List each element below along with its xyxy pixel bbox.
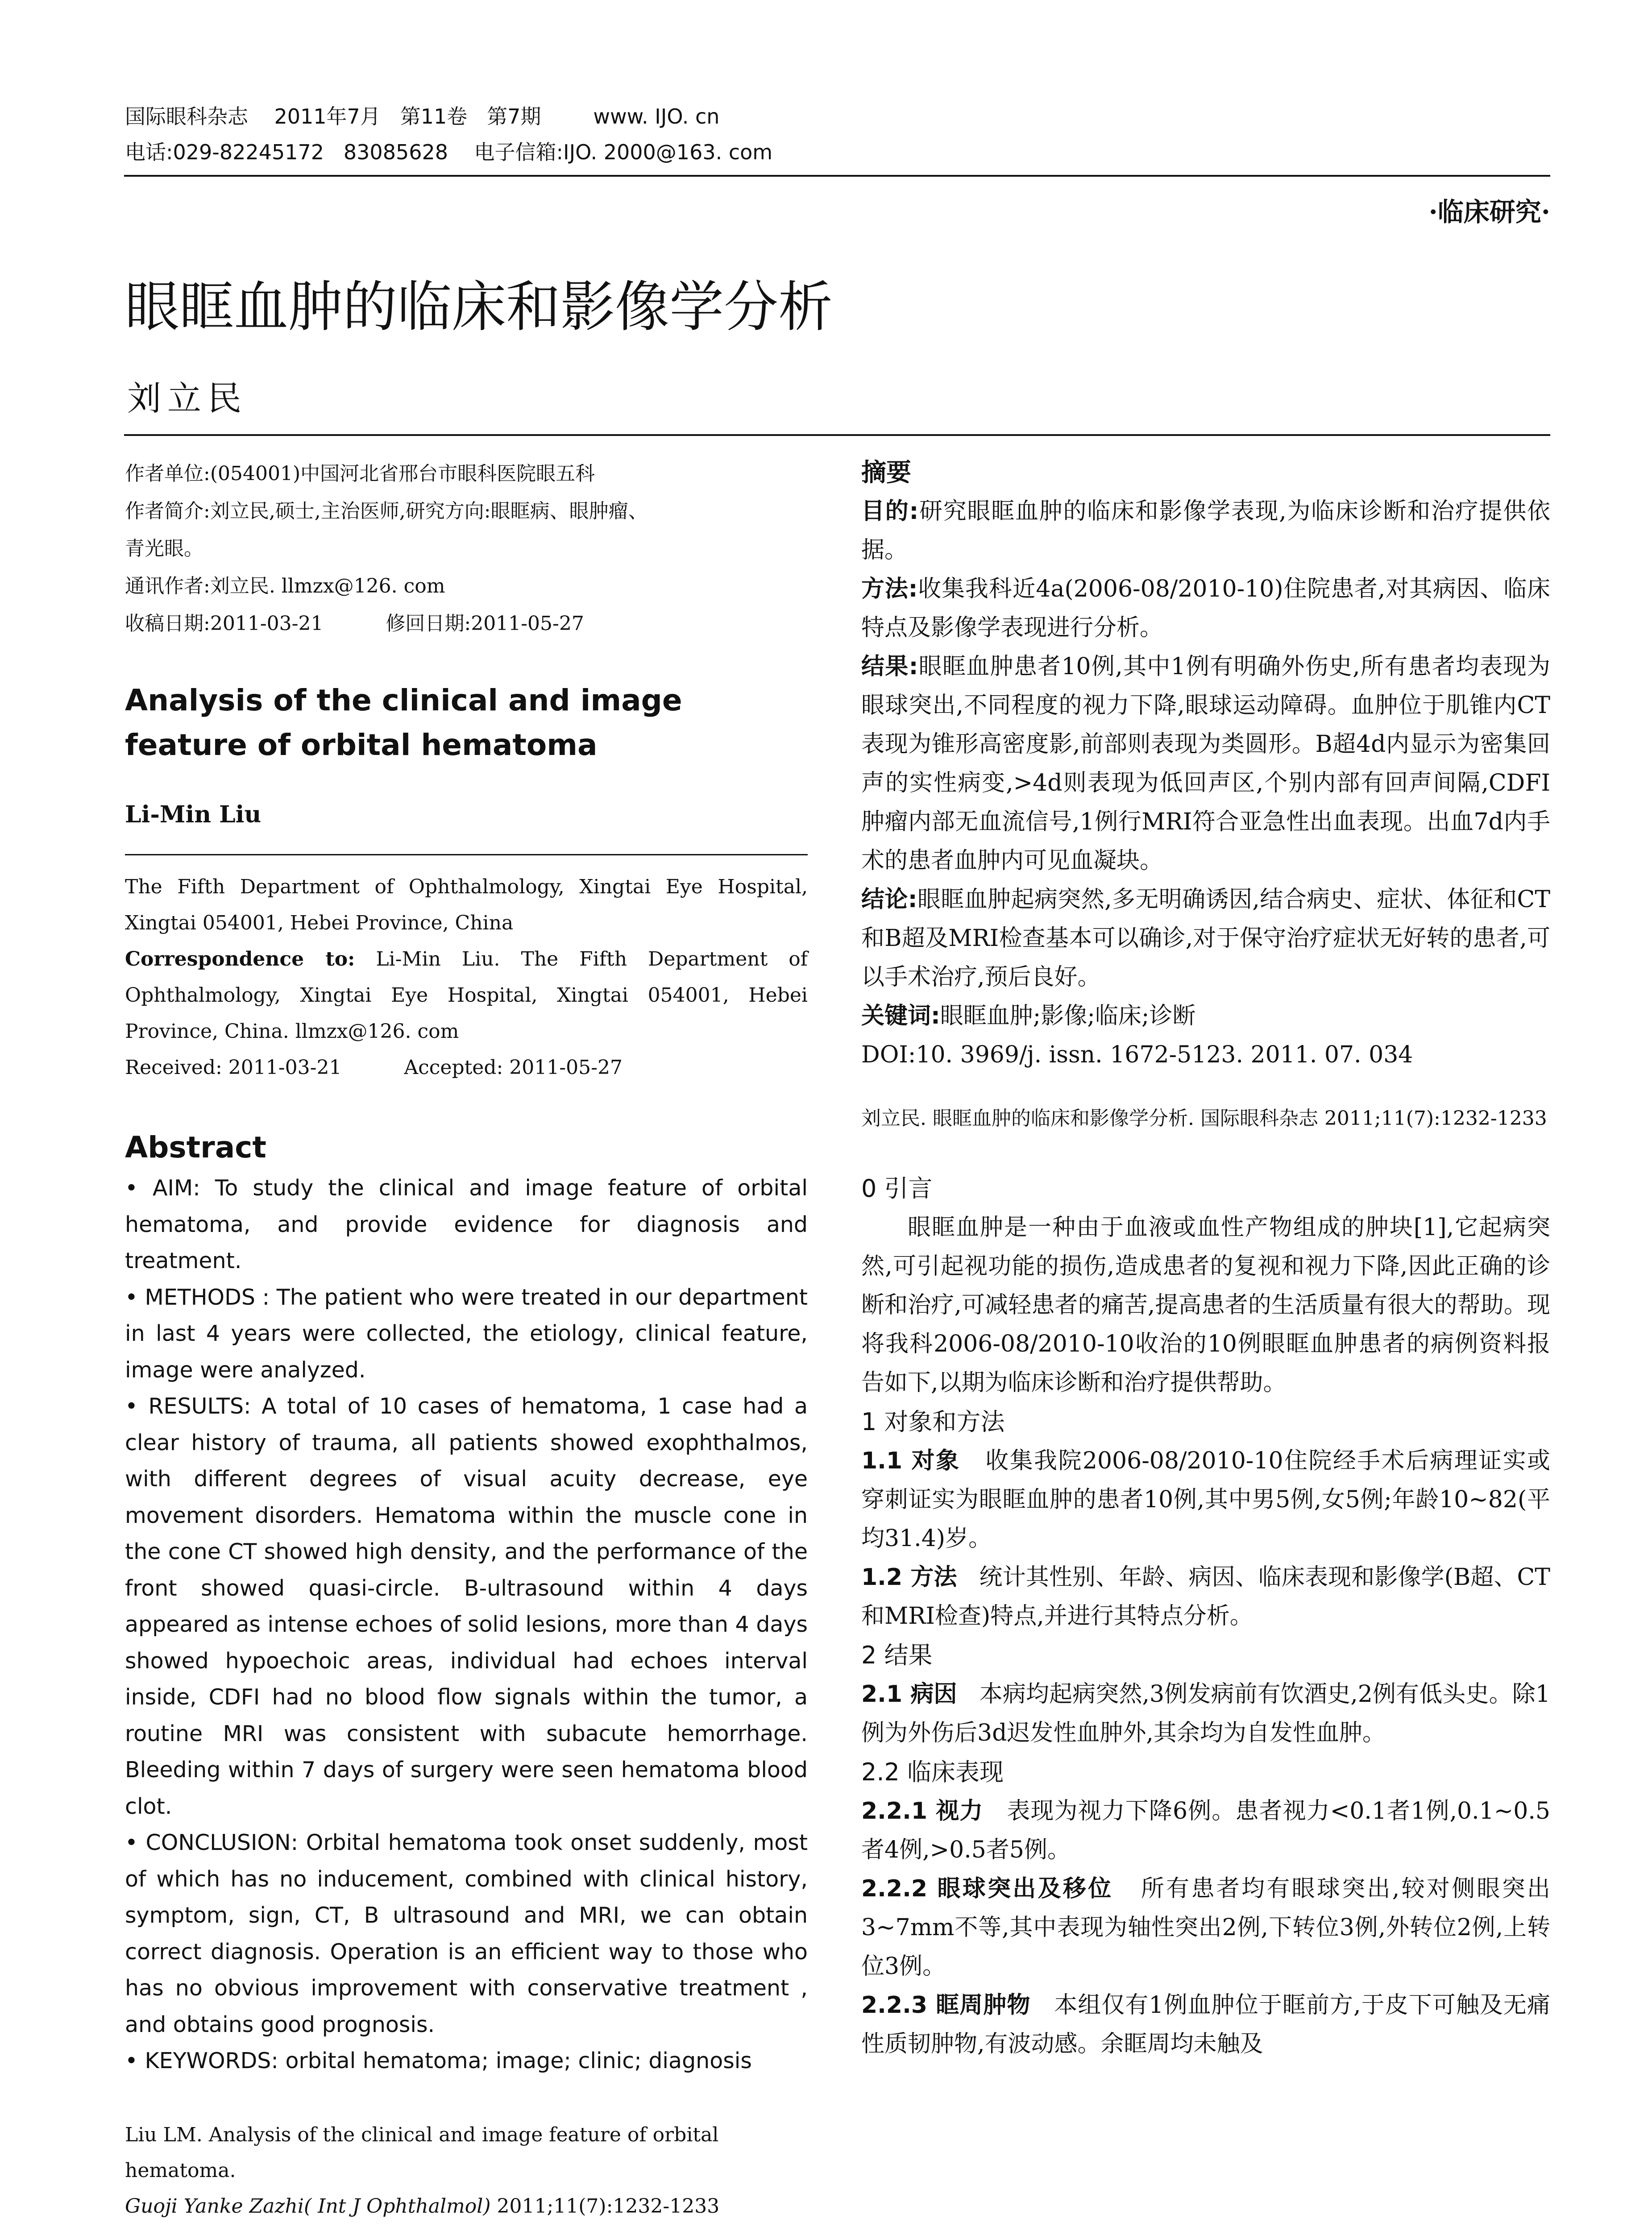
- results-label: 结果:: [861, 653, 918, 680]
- english-department: The Fifth Department of Ophthalmology, Xingtai Eye Hospital, Xingtai 054001, Hebei Province, China: [125, 875, 808, 934]
- section-2-1-text: 本病均起病突然,3例发病前有饮酒史,2例有低头史。除1例为外伤后3d迟发性血肿外,其余均为自发性血肿。: [861, 1681, 1550, 1746]
- intro-paragraph: 眼眶血肿是一种由于血液或血性产物组成的肿块[1],它起病突然,可引起视功能的损伤,造成患者的复视和视力下降,因此正确的诊断和治疗,可减轻患者的痛苦,提高患者的生活质量有很大的帮助。现将我科2006-08/2010-10收治的10例眼眶血肿患者的病例资料报告如下,以期为临床诊断和治疗提供帮助。: [861, 1214, 1550, 1396]
- methods-text: 收集我科近4a(2006-08/2010-10)住院患者,对其病因、临床特点及影像学表现进行分析。: [861, 576, 1551, 641]
- aim-label: 目的:: [861, 498, 919, 525]
- methods-label: 方法:: [861, 576, 918, 602]
- journal-header-line2: 电话:029-82245172 83085628 电子信箱:IJO. 2000@163. com: [125, 140, 773, 164]
- right-column: [861, 453, 1550, 2064]
- citation-english-line2: [125, 2189, 808, 2224]
- section-label: ·临床研究·: [1428, 197, 1550, 227]
- correspondence-label: Correspondence to:: [125, 948, 355, 970]
- chinese-abstract-results: [861, 647, 1550, 880]
- section-2-2-heading: 2.2 临床表现: [861, 1758, 1004, 1786]
- section-2-2-2: [861, 1870, 1550, 1986]
- affiliation-cn: [125, 455, 808, 643]
- conclusion-text: 眼眶血肿起病突然,多无明确诱因,结合病史、症状、体征和CT和B超及MRI检查基本可以确诊,对于保守治疗症状无好转的患者,可以手术治疗,预后良好。: [861, 886, 1551, 991]
- correspondence-text: Li-Min Liu. The Fifth Department of Ophthalmology, Xingtai Eye Hospital, Xingtai 054001, Hebei Province, China. llmzx@126. com: [125, 948, 808, 1043]
- citation-english-line1: Liu LM. Analysis of the clinical and image feature of orbital hematoma.: [125, 2123, 719, 2182]
- section-2-2-3: [861, 1986, 1550, 2064]
- section-2-1-heading: 2.1 病因: [861, 1681, 957, 1708]
- affiliation-cn-line: 作者简介:刘立民,硕士,主治医师,研究方向:眼眶病、眼肿瘤、: [125, 500, 648, 523]
- affiliation-cn-line: 作者单位:(054001)中国河北省邢台市眼科医院眼五科: [125, 462, 595, 485]
- chinese-abstract-aim: [861, 492, 1550, 570]
- section-2-2-2-heading: 2.2.2 眼球突出及移位: [861, 1875, 1113, 1902]
- english-dates: Received: 2011-03-21 Accepted: 2011-05-27: [125, 1056, 623, 1079]
- section-2-2-3-heading: 2.2.3 眶周肿物: [861, 1992, 1031, 2019]
- citation-volume: 2011;11(7):1232-1233: [490, 2194, 720, 2218]
- section-2-2-1: [861, 1792, 1550, 1870]
- citation-journal: Guoji Yanke Zazhi( Int J Ophthalmol): [125, 2194, 491, 2218]
- author-divider: [124, 434, 1550, 436]
- section2-heading: 2 结果: [861, 1641, 933, 1669]
- section-1-2-heading: 1.2 方法: [861, 1564, 957, 1591]
- section-2-2-1-text: 表现为视力下降6例。患者视力<0.1者1例,0.1~0.5者4例,>0.5者5例。: [861, 1798, 1550, 1863]
- section-1-1: [861, 1442, 1550, 1558]
- left-column: [125, 455, 808, 2224]
- abstract-results: • RESULTS: A total of 10 cases of hematoma, 1 case had a clear history of trauma, all patients showed exophthalmos, with different degrees of visual acuity decrease, eye movement disorders. Hematoma within the muscle cone in the cone CT showed high density, and the performance of the front showed quasi-circle. B-ultrasound within 4 days appeared as intense echoes of solid lesions, more than 4 days showed hypoechoic areas, individual had echoes interval inside, CDFI had no blood flow signals within the tumor, a routine MRI was consistent with subacute hemorrhage. Bleeding within 7 days of surgery were seen hematoma blood clot.: [125, 1393, 808, 1819]
- chinese-abstract-conclusion: [861, 880, 1550, 997]
- section-1-2-text: 统计其性别、年龄、病因、临床表现和影像学(B超、CT和MRI检查)特点,并进行其特点分析。: [861, 1564, 1550, 1630]
- abstract-heading: Abstract: [125, 1130, 266, 1165]
- citation-english: [125, 2117, 808, 2224]
- section-1-1-text: 收集我院2006-08/2010-10住院经手术后病理证实或穿刺证实为眼眶血肿的患者10例,其中男5例,女5例;年龄10~82(平均31.4)岁。: [861, 1447, 1550, 1552]
- aim-text: 研究眼眶血肿的临床和影像学表现,为临床诊断和治疗提供依据。: [861, 498, 1551, 564]
- abstract-methods: • METHODS : The patient who were treated in our department in last 4 years were collected, the etiology, clinical feature, image were analyzed.: [125, 1284, 808, 1383]
- citation-chinese: 刘立民. 眼眶血肿的临床和影像学分析. 国际眼科杂志 2011;11(7):1232-1233: [861, 1107, 1547, 1130]
- affiliation-cn-line: 通讯作者:刘立民. llmzx@126. com: [125, 575, 445, 597]
- author-name-cn: 刘立民: [127, 378, 248, 418]
- affiliation-cn-line: 收稿日期:2011-03-21 修回日期:2011-05-27: [125, 612, 584, 635]
- correspondence: [125, 941, 808, 1049]
- chinese-abstract-keywords: [861, 997, 1550, 1036]
- section-2-2-3-text: 本组仅有1例血肿位于眶前方,于皮下可触及无痛性质韧肿物,有波动感。余眶周均未触及: [861, 1992, 1550, 2057]
- section1-heading: 1 对象和方法: [861, 1408, 1005, 1436]
- section-1-2: [861, 1558, 1550, 1636]
- header-divider: [124, 175, 1550, 177]
- conclusion-label: 结论:: [861, 886, 917, 913]
- section-1-1-heading: 1.1 对象: [861, 1447, 960, 1474]
- english-author: Li-Min Liu: [125, 801, 261, 828]
- keywords-text: 眼眶血肿;影像;临床;诊断: [940, 1003, 1196, 1029]
- chinese-abstract-heading: 摘要: [861, 458, 911, 487]
- section-2-2-1-heading: 2.2.1 视力: [861, 1798, 984, 1825]
- journal-header-line1: 国际眼科杂志 2011年7月 第11卷 第7期 www. IJO. cn: [125, 104, 720, 129]
- doi: DOI:10. 3969/j. issn. 1672-5123. 2011. 07. 034: [861, 1041, 1413, 1068]
- section-2-1: [861, 1675, 1550, 1753]
- affiliation-cn-line: 青光眼。: [125, 537, 203, 560]
- abstract-conclusion: • CONCLUSION: Orbital hematoma took onset suddenly, most of which has no inducement, combined with clinical history, symptom, sign, CT, B ultrasound and MRI, we can obtain correct diagnosis. Operation is an efficient way to those who has no obvious improvement with conservative treatment , and obtains good prognosis.: [125, 1830, 808, 2037]
- results-text: 眼眶血肿患者10例,其中1例有明确外伤史,所有患者均表现为眼球突出,不同程度的视力下降,眼球运动障碍。血肿位于肌锥内CT表现为锥形高密度影,前部则表现为类圆形。B超4d内显示为密集回声的实性病变,>4d则表现为低回声区,个别内部有回声间隔,CDFI肿瘤内部无血流信号,1例行MRI符合亚急性出血表现。出血7d内手术的患者血肿内可见血凝块。: [861, 653, 1551, 874]
- abstract-body: [125, 1170, 808, 2079]
- english-affiliation-divider: [125, 854, 808, 855]
- section-2-2-2-text: 所有患者均有眼球突出,较对侧眼突出3~7mm不等,其中表现为轴性突出2例,下转位3例,外转位2例,上转位3例。: [861, 1875, 1551, 1980]
- keywords-label: 关键词:: [861, 1003, 940, 1029]
- english-title: Analysis of the clinical and image feature of orbital hematoma: [125, 683, 682, 762]
- abstract-keywords: • KEYWORDS: orbital hematoma; image; clinic; diagnosis: [125, 2048, 752, 2073]
- intro-heading: 0 引言: [861, 1174, 933, 1203]
- article-title: 眼眶血肿的临床和影像学分析: [125, 275, 833, 339]
- abstract-aim: • AIM: To study the clinical and image feature of orbital hematoma, and provide evidence for diagnosis and treatment.: [125, 1175, 808, 1273]
- english-affiliation: [125, 869, 808, 1086]
- chinese-abstract-methods: [861, 570, 1550, 647]
